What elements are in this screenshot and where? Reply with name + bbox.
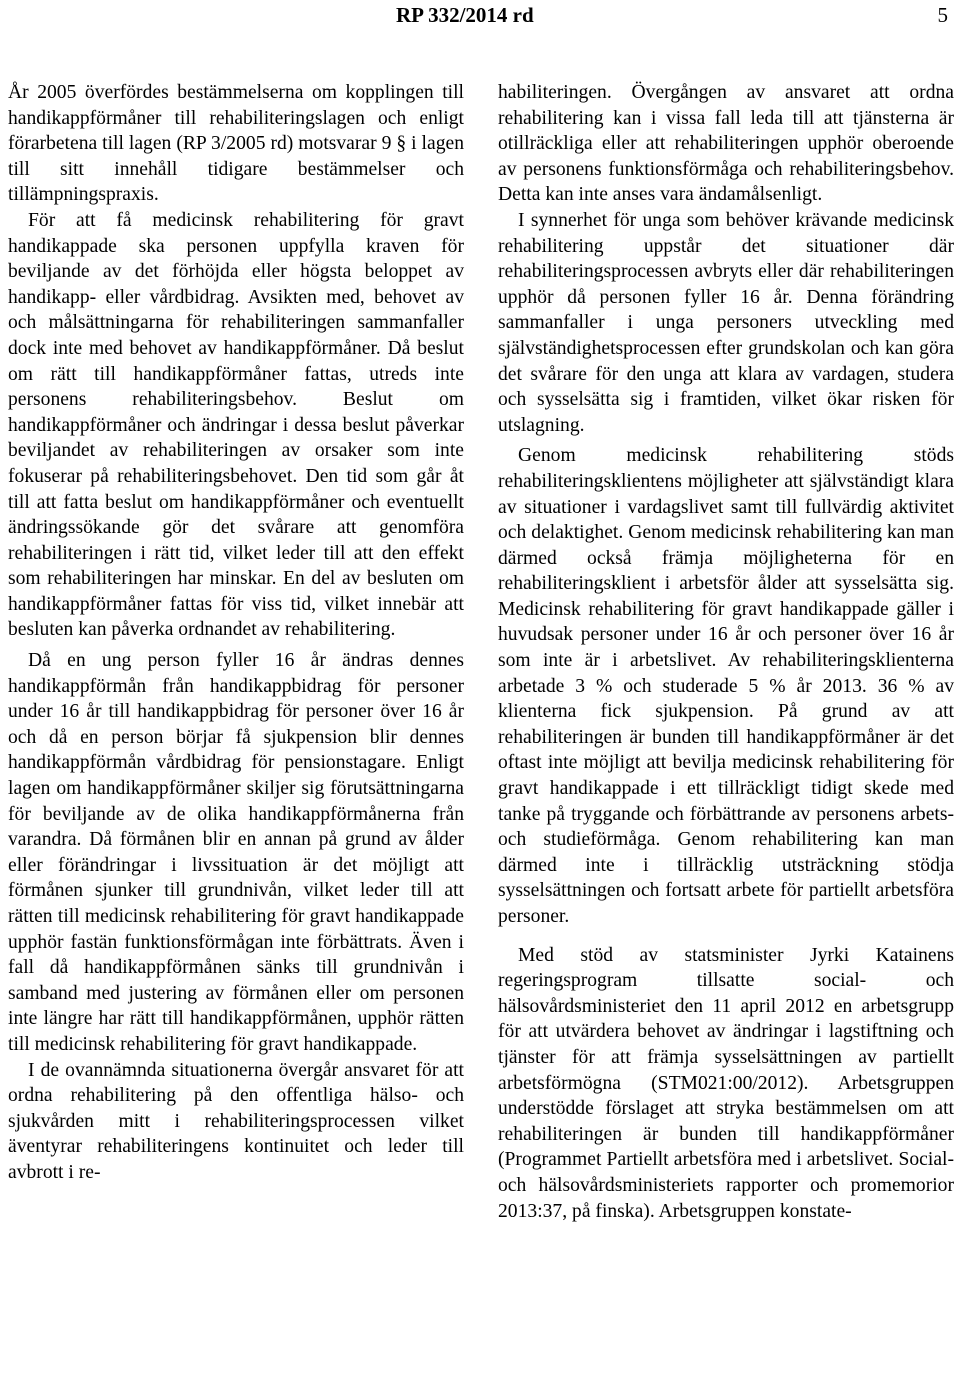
page-number: 5 [937, 3, 948, 27]
paragraph-government-programme: Med stöd av statsminister Jyrki Katainens regeringsprogram tillsatte social- och hälsovårdsministeriet den 11 april 2012 en arbetsgrupp för att utvärdera behovet av ändringar i lagstiftning och tjänster för att främja sysselsättningen av partiellt arbetsförmögna (STM021:00/2012). Arbetsgruppen understödde förslaget att stryka bestämmelsen om att rehabiliteringen är bunden till handikappförmåner (Programmet Partiellt arbetsföra med i arbetslivet. Social- och hälsovårdsministeriets rapporter och promemorior 2013:37, på finska). Arbetsgruppen konstate- [498, 944, 954, 1222]
left-column [8, 80, 464, 1186]
paragraph-responsibility-shift: I de ovannämnda situationerna övergår ansvaret för att ordna rehabilitering på den offentliga hälso- och sjukvården mitt i rehabiliteringsprocessen vilket äventyrar rehabiliteringens kontinuitet och leder till avbrott i re- [8, 1059, 464, 1183]
right-column [498, 80, 954, 1224]
paragraph-young-people: I synnerhet för unga som behöver krävande medicinsk rehabilitering uppstår det situationer där rehabiliteringsprocessen avbryts eller där rehabiliteringen upphör då personen fyller 16 år. Denna förändring sammanfaller i unga personers utveckling med självständighetsprocessen efter grundskolan och kan göra det svårare för den unga att klara av vardagen, studera och sysselsätta sig i framtiden, vilket ökar risken för utslagning. [498, 209, 954, 436]
paragraph-medical-rehab-support: Genom medicinsk rehabilitering stöds rehabiliteringsklientens möjligheter att självständigt klara av situationer i vardagslivet samt till fullvärdig aktivitet och delaktighet. Genom medicinsk rehabilitering kan man därmed också främja möjligheterna för en rehabiliteringsklient i arbetsför ålder att sysselsätta sig. Medicinsk rehabilitering för gravt handikappade gäller i huvudsak personer under 16 år och personer över 16 år som inte är i arbetslivet. Av rehabiliteringsklienterna arbetade 3 % och studerade 5 % år 2013. 36 % av klienterna fick sjukpension. På grund av att rehabiliteringen är bunden till handikappförmåner är det oftast inte möjligt att bevilja medicinsk rehabilitering för gravt handikappade i ett tillräckligt tidigt skede med tanke på tryggande och förbättrande av personens arbets- och studieförmåga. Genom rehabilitering kan man därmed inte i tillräcklig utsträckning stödja sysselsättningen och fortsatt arbete för partiellt arbetsföra personer. [498, 445, 954, 927]
paragraph-medical-rehab-requirements: För att få medicinsk rehabilitering för gravt handikappade ska personen uppfylla kraven för beviljande av det förhöjda eller högsta beloppet av handikapp- eller vårdbidrag. Avsikten med, behovet av och målsättningarna för rehabiliteringen sammanfaller dock inte med behovet av handikappförmåner. Då beslut om rätt till handikappförmåner fattas, utreds inte personens rehabiliteringsbehov. Beslut om handikappförmåner och ändringar i dessa beslut påverkar beviljandet av rehabiliteringen av orsaker som inte fokuserar på rehabiliteringsbehovet. Den tid som går åt till att fatta beslut om handikappförmåner och eventuellt ändringssökande gör det svårare att genomföra rehabiliteringen i rätt tid, vilket leder till att den effekt som rehabiliteringen har minskar. En del av besluten om handikappförmåner fattas för viss tid, vilket innebär att besluten kan påverka ordnandet av rehabilitering. [8, 209, 464, 641]
paragraph-2005-transfer: År 2005 överfördes bestämmelserna om kopplingen till handikappförmåner till rehabiliteringslagen och enligt förarbetena till lagen (RP 3/2005 rd) motsvarar 9 § i lagen till sitt innehåll tidigare bestämmelser och tillämpningspraxis. [8, 82, 464, 206]
document-id: RP 332/2014 rd [396, 3, 534, 27]
paragraph-age-16-change: Då en ung person fyller 16 år ändras dennes handikappförmån från handikappbidrag för personer under 16 år till handikappbidrag för personer över 16 år och då en person börjar få sjukpension blir dennes handikappförmån vårdbidrag för pensionstagare. Enligt lagen om handikappförmåner skiljer sig förutsättningarna för beviljande av de olika handikappförmånerna från varandra. Då förmånen blir en annan på grund av ålder eller förändringar i livssituation är det möjligt att förmånen sjunker till grundnivån, vilket leder till att rätten till medicinsk rehabilitering för gravt handikappade upphör fastän funktionsförmågan inte förbättrats. Även i fall då handikappförmånen sänks till grundnivån i samband med justering av förmånen eller om personen inte längre har rätt till handikappförmånen, upphör rätten till medicinsk rehabilitering för gravt handikappade. [8, 650, 464, 1055]
paragraph-continuation: habiliteringen. Övergången av ansvaret att ordna rehabilitering kan i vissa fall leda till att tjänsterna är otillräckliga eller att rehabiliteringen upphör oberoende av personens funktionsförmåga och rehabiliteringsbehov. Detta kan inte anses vara ändamålsenligt. [498, 82, 954, 206]
page-header [0, 0, 960, 30]
